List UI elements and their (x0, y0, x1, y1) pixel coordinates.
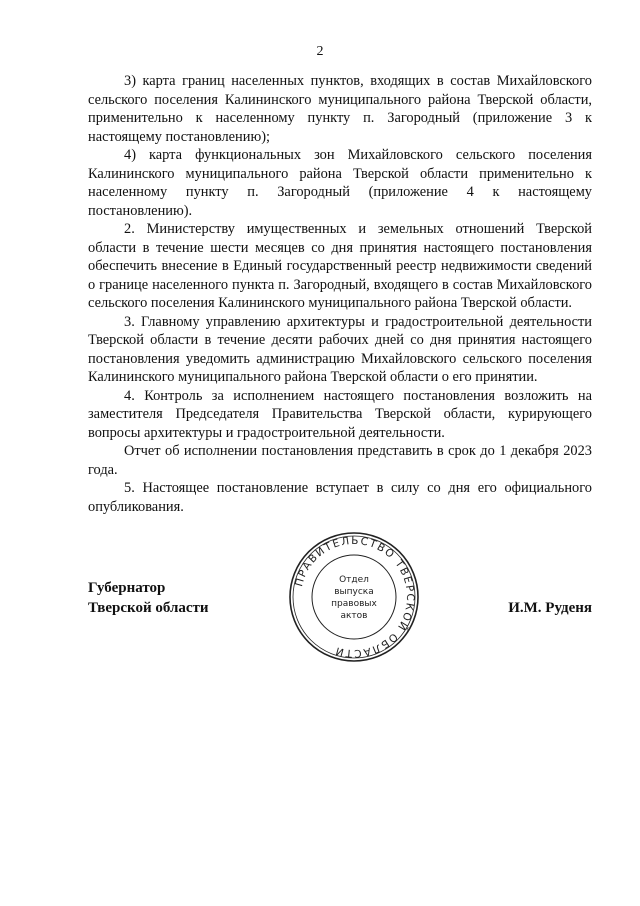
page-number: 2 (316, 44, 324, 59)
paragraph-report: Отчет об исполнении постановления представить в срок до 1 декабря 2023 года. (88, 443, 592, 478)
signature-block (88, 578, 209, 618)
signatory-name: И.М. Руденя (508, 600, 592, 616)
stamp-center-line-3: правовых (331, 599, 377, 609)
stamp-center-line-4: актов (340, 611, 368, 621)
stamp-ring-textpath: ПРАВИТЕЛЬСТВО ТВЕРСКОЙ ОБЛАСТИ (293, 534, 417, 660)
signatory-position-line2: Тверской области (88, 600, 209, 616)
paragraph-item-4-zones-map: 4) карта функциональных зон Михайловского сельского поселения Калининского муниципального района Тверской области применительно к населенному пункту п. Загородный (приложение 4 к настоящему постановлению). (88, 147, 592, 219)
paragraph-point-2: 2. Министерству имущественных и земельных отношений Тверской области в течение шести месяцев со дня принятия настоящего постановления обеспечить внесение в Единый государственный реестр недвижимости сведений о границе населенного пункта п. Загородный, входящего в состав Михайловского сельского поселения Калининского муниципального района Тверской области. (88, 221, 592, 311)
stamp-center-line-2: выпуска (334, 587, 374, 597)
stamp-outer-ring (290, 533, 418, 661)
paragraph-point-4: 4. Контроль за исполнением настоящего постановления возложить на заместителя Председателя Правительства Тверской области, курирующего вопросы архитектуры и градостроительной деятельности. (88, 387, 592, 441)
document-body (88, 72, 592, 516)
signatory-position-line1: Губернатор (88, 580, 166, 596)
paragraph-point-3: 3. Главному управлению архитектуры и градостроительной деятельности Тверской области в течение десяти рабочих дней со дня принятия настоящего постановления уведомить администрацию Михайловского сельского поселения Калининского муниципального района Тверской области о его принятии. (88, 313, 592, 385)
stamp-center-line-1: Отдел (339, 575, 369, 585)
stamp-inner-ring (312, 555, 396, 639)
paragraph-item-3-boundaries-map: 3) карта границ населенных пунктов, входящих в состав Михайловского сельского поселения Калининского муниципального района Тверской области, применительно к населенному пункту п. Загородный (приложение 3 к настоящему постановлению); (88, 73, 592, 145)
official-stamp (287, 530, 421, 664)
paragraph-point-5: 5. Настоящее постановление вступает в силу со дня его официального опубликования. (88, 480, 592, 515)
